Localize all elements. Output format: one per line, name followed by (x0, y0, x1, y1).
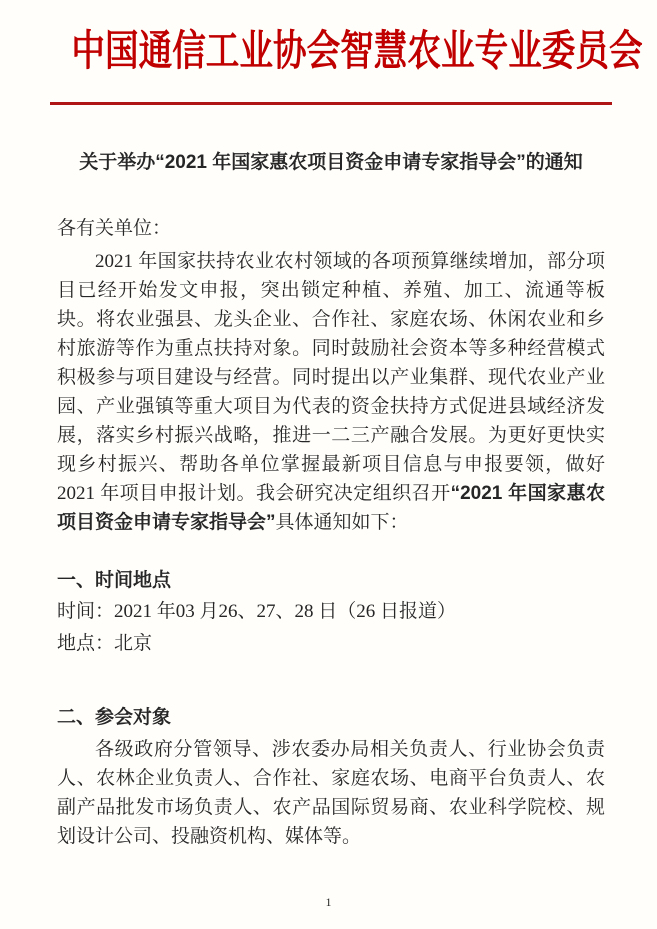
attendees-paragraph: 各级政府分管领导、涉农委办局相关负责人、行业协会负责人、农林企业负责人、合作社、家庭农场、电商平台负责人、农副产品批发市场负责人、农产品国际贸易商、农业科学院校、规划设计公司、投融资机构、媒体等。 (57, 739, 605, 848)
intro-bold-text: “2021 年国家惠农项目资金申请专家指导会” (57, 483, 605, 534)
organization-title (0, 28, 657, 76)
notice-title: 关于举办“2021 年国家惠农项目资金申请专家指导会”的通知 (79, 152, 583, 174)
time-line: 时间：2021 年03 月26、27、28 日（26 日报道） (57, 601, 457, 623)
page-footer (0, 895, 657, 909)
section-time-place (57, 566, 605, 659)
notice-body (0, 150, 657, 851)
intro-text: 2021 年国家扶持农业农村领域的各项预算继续增加，部分项目已经开始发文申报，突出锁定种植、养殖、加工、流通等板块。将农业强县、龙头企业、合作社、家庭农场、休闲农业和乡村旅游等作为重点扶持对象。同时鼓励社会资本等多种经营模式积极参与项目建设与经营。同时提出以产业集群、现代农业产业园、产业强镇等重大项目为代表的资金扶持方式促进县域经济发展，落实乡村振兴战略，推进一二三产融合发展。为更好更快实现乡村振兴、帮助各单位掌握最新项目信息与申报要领，做好 2021 年项目申报计划。我会研究决定组织召开 (57, 251, 605, 505)
page-number: 1 (325, 895, 332, 909)
letterhead (0, 0, 657, 105)
place-line: 地点：北京 (57, 633, 153, 655)
organization-title-text: 中国通信工业协会智慧农业专业委员会 (71, 29, 643, 75)
intro-paragraph (57, 247, 605, 537)
intro-text-tail: 具体通知如下： (275, 512, 409, 534)
section-attendees (57, 703, 605, 851)
section2-heading: 二、参会对象 (57, 707, 172, 729)
section1-heading: 一、时间地点 (57, 570, 172, 592)
salutation: 各有关单位： (57, 218, 172, 240)
letterhead-divider (50, 102, 612, 105)
